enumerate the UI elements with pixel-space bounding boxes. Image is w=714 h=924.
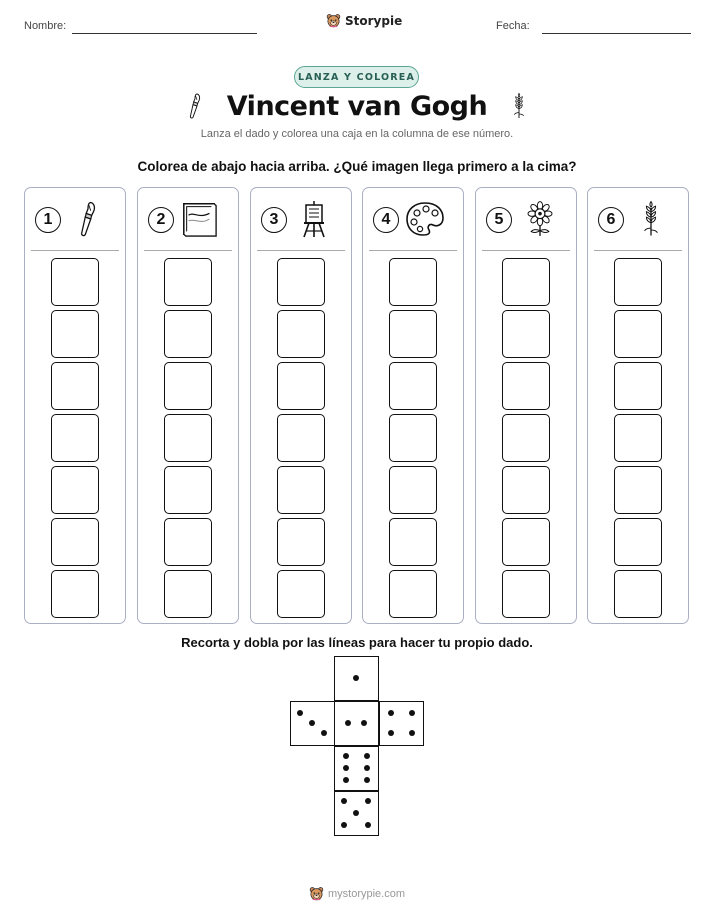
wheat-icon <box>640 199 662 239</box>
die-face-6[interactable] <box>334 746 379 791</box>
color-box[interactable] <box>51 310 99 358</box>
die-pip <box>361 720 367 726</box>
canvas-icon <box>180 199 218 239</box>
column-4 <box>362 187 464 624</box>
column-number: 2 <box>148 207 174 233</box>
column-header <box>138 188 238 250</box>
color-box[interactable] <box>164 570 212 618</box>
die-pip <box>409 730 415 736</box>
color-box[interactable] <box>277 570 325 618</box>
color-box[interactable] <box>51 414 99 462</box>
page-subtitle: Lanza el dado y colorea una caja en la columna de ese número. <box>200 128 514 140</box>
paintbrush-icon <box>187 90 203 122</box>
die-pip <box>364 753 370 759</box>
column-header <box>25 188 125 250</box>
brand-logo <box>326 13 402 28</box>
color-box[interactable] <box>502 570 550 618</box>
column-number: 1 <box>35 207 61 233</box>
color-box[interactable] <box>389 466 437 514</box>
die-pip <box>409 710 415 716</box>
die-pip <box>297 710 303 716</box>
color-box[interactable] <box>51 466 99 514</box>
die-pip <box>341 822 347 828</box>
column-divider <box>257 250 345 251</box>
die-face-1[interactable] <box>334 656 379 701</box>
column-divider <box>369 250 457 251</box>
column-number: 4 <box>373 207 399 233</box>
date-label: Fecha: <box>496 20 530 32</box>
color-box[interactable] <box>614 258 662 306</box>
date-line[interactable] <box>542 33 691 34</box>
color-box[interactable] <box>502 310 550 358</box>
color-box[interactable] <box>614 466 662 514</box>
color-box[interactable] <box>502 362 550 410</box>
wheat-icon <box>511 90 527 122</box>
color-box[interactable] <box>164 518 212 566</box>
bear-icon <box>309 886 324 901</box>
color-box[interactable] <box>277 310 325 358</box>
die-face-2[interactable] <box>334 701 379 746</box>
name-label: Nombre: <box>24 20 67 32</box>
die-pip <box>343 777 349 783</box>
column-divider <box>31 250 119 251</box>
footer <box>0 886 714 901</box>
color-box[interactable] <box>51 362 99 410</box>
color-box[interactable] <box>51 518 99 566</box>
color-box[interactable] <box>51 570 99 618</box>
column-divider <box>144 250 232 251</box>
color-box[interactable] <box>614 414 662 462</box>
column-2 <box>137 187 239 624</box>
die-pip <box>353 675 359 681</box>
name-line[interactable] <box>72 33 257 34</box>
die-pip <box>364 777 370 783</box>
paintbrush-icon <box>77 199 99 239</box>
column-1 <box>24 187 126 624</box>
column-header <box>588 188 688 250</box>
color-box[interactable] <box>164 362 212 410</box>
sunflower-icon <box>524 199 556 239</box>
color-box[interactable] <box>164 258 212 306</box>
color-box[interactable] <box>389 570 437 618</box>
column-header <box>363 188 463 250</box>
column-number: 5 <box>486 207 512 233</box>
color-box[interactable] <box>277 466 325 514</box>
die-pip <box>353 810 359 816</box>
column-header <box>251 188 351 250</box>
color-box[interactable] <box>614 570 662 618</box>
die-pip <box>343 753 349 759</box>
column-header <box>476 188 576 250</box>
title-row <box>0 90 714 122</box>
die-pip <box>345 720 351 726</box>
color-box[interactable] <box>277 518 325 566</box>
color-box[interactable] <box>502 258 550 306</box>
die-pip <box>365 798 371 804</box>
die-pip <box>341 798 347 804</box>
die-pip <box>309 720 315 726</box>
die-pip <box>388 730 394 736</box>
color-box[interactable] <box>502 466 550 514</box>
column-number: 6 <box>598 207 624 233</box>
color-box[interactable] <box>389 362 437 410</box>
color-box[interactable] <box>277 258 325 306</box>
die-pip <box>365 822 371 828</box>
cut-instruction: Recorta y dobla por las líneas para hacer tu propio dado. <box>181 635 533 650</box>
color-box[interactable] <box>164 310 212 358</box>
color-box[interactable] <box>614 310 662 358</box>
color-box[interactable] <box>502 518 550 566</box>
color-box[interactable] <box>614 362 662 410</box>
color-box[interactable] <box>389 310 437 358</box>
color-box[interactable] <box>502 414 550 462</box>
activity-badge: LANZA Y COLOREA <box>294 66 419 88</box>
column-5 <box>475 187 577 624</box>
column-number: 3 <box>261 207 287 233</box>
column-divider <box>482 250 570 251</box>
color-box[interactable] <box>389 414 437 462</box>
die-face-5[interactable] <box>334 791 379 836</box>
die-pip <box>321 730 327 736</box>
color-box[interactable] <box>164 414 212 462</box>
color-box[interactable] <box>614 518 662 566</box>
footer-url: mystorypie.com <box>327 887 406 900</box>
palette-icon <box>405 201 445 237</box>
color-box[interactable] <box>277 362 325 410</box>
brand-name: Storypie <box>345 13 403 28</box>
color-box[interactable] <box>164 466 212 514</box>
color-box[interactable] <box>277 414 325 462</box>
die-face-3[interactable] <box>290 701 335 746</box>
column-divider <box>594 250 682 251</box>
die-pip <box>343 765 349 771</box>
color-box[interactable] <box>51 258 99 306</box>
column-6 <box>587 187 689 624</box>
die-pip <box>364 765 370 771</box>
instruction: Colorea de abajo hacia arriba. ¿Qué imagen llega primero a la cima? <box>137 159 577 174</box>
color-box[interactable] <box>389 258 437 306</box>
color-box[interactable] <box>389 518 437 566</box>
easel-icon <box>299 199 329 239</box>
die-face-4[interactable] <box>379 701 424 746</box>
column-3 <box>250 187 352 624</box>
page-title: Vincent van Gogh <box>226 90 488 122</box>
bear-icon <box>326 13 341 28</box>
die-pip <box>388 710 394 716</box>
